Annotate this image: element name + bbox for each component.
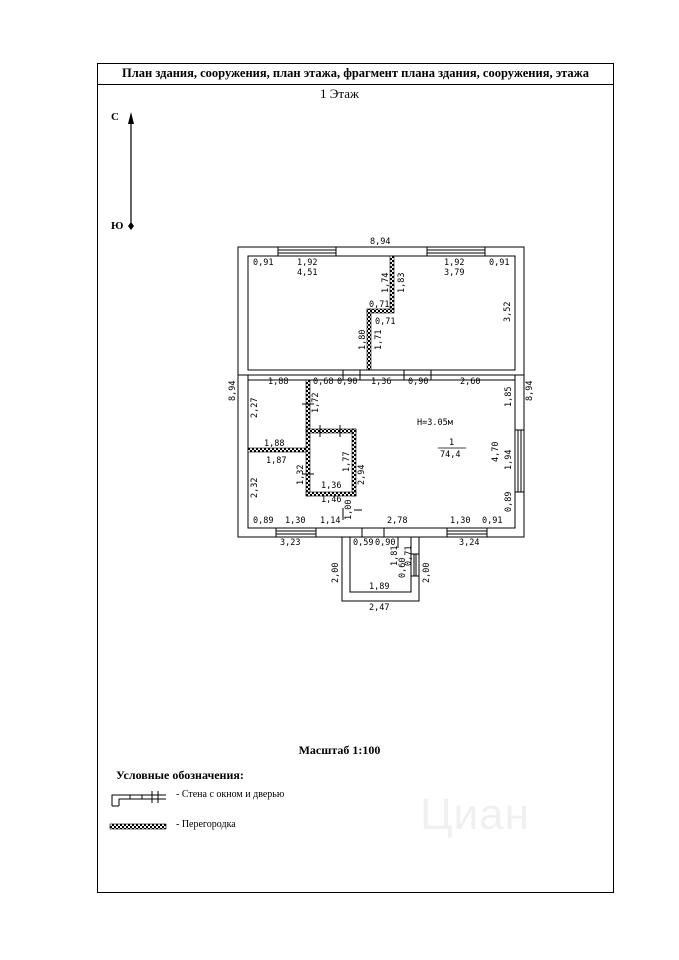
- legend-wall-symbol: [112, 791, 166, 806]
- dim-mid-090b: 0,90: [408, 377, 429, 387]
- dim-mid-172: 1,72: [311, 392, 321, 413]
- dim-porch-090: 0,90: [375, 538, 396, 548]
- dim-r1-window: 1,92: [297, 258, 318, 268]
- dim-bot-130b: 1,30: [450, 516, 471, 526]
- dim-right-total: 8,94: [525, 380, 535, 401]
- dim-mid-068: 0,68: [313, 377, 334, 387]
- dim-part-071b: 0,71: [375, 317, 396, 327]
- dim-r1-left-wall: 0,91: [253, 258, 274, 268]
- dim-bot-114: 1,14: [320, 516, 341, 526]
- compass-arrow-icon: [128, 112, 134, 230]
- dim-bot-278: 2,78: [387, 516, 408, 526]
- dim-bath-294: 2,94: [357, 464, 367, 485]
- dim-bath-136: 1,36: [321, 481, 342, 491]
- room-area: 74,4: [440, 450, 461, 460]
- top-windows: [278, 247, 485, 256]
- dim-porch-200a: 2,00: [331, 562, 341, 583]
- dim-bath-188: 1,88: [264, 439, 285, 449]
- dim-mid-260: 2,60: [460, 377, 481, 387]
- dim-r5-height: 2,32: [250, 477, 260, 498]
- dim-bath-187: 1,87: [266, 456, 287, 466]
- dim-right-089: 0,89: [504, 491, 514, 512]
- dim-bot-130a: 1,30: [285, 516, 306, 526]
- legend-partition-label: - Перегородка: [176, 819, 236, 830]
- dim-right-194: 1,94: [504, 449, 514, 470]
- ceiling-height: H=3.05м: [417, 418, 453, 428]
- floor-label: 1 Этаж: [320, 86, 359, 101]
- right-window: [515, 430, 524, 492]
- dim-bot-089: 0,89: [253, 516, 274, 526]
- dim-r2-width: 3,79: [444, 268, 465, 278]
- dim-porch-200b: 2,00: [422, 562, 432, 583]
- dim-porch-071: 0,71: [404, 545, 414, 566]
- room-number: 1: [449, 438, 455, 448]
- dim-r2-window: 1,92: [444, 258, 465, 268]
- dim-part-171: 1,71: [374, 329, 384, 350]
- dim-top-total: 8,94: [370, 237, 391, 247]
- dim-mid-090a: 0,90: [337, 377, 358, 387]
- dim-bath-146: 1,46: [321, 495, 342, 505]
- dim-bath-132: 1,32: [296, 464, 306, 485]
- dim-mid-188: 1,88: [268, 377, 289, 387]
- dim-part-183: 1,83: [397, 272, 407, 293]
- dim-bot-091: 0,91: [482, 516, 503, 526]
- dim-porch-060: 0,60: [398, 557, 408, 578]
- dim-part-174: 1,74: [381, 272, 391, 293]
- legend-partition-symbol: [110, 824, 166, 829]
- dim-r3-height: 2,27: [250, 397, 260, 418]
- dim-porch-181: 1,81: [390, 545, 400, 566]
- dim-part-180: 1,80: [358, 329, 368, 350]
- dim-r2-right-wall: 0,91: [489, 258, 510, 268]
- scale-label: Масштаб 1:100: [298, 743, 381, 757]
- dim-right-185: 1,85: [504, 386, 514, 407]
- dim-right-470: 4,70: [491, 441, 501, 462]
- dim-left-total: 8,94: [228, 380, 238, 401]
- dim-bath-177: 1,77: [342, 451, 352, 472]
- legend-wall-label: - Стена с окном и дверью: [176, 789, 285, 800]
- dim-part-071a: 0,71: [369, 300, 390, 310]
- legend-title: Условные обозначения:: [116, 768, 244, 782]
- dim-r2-height: 3,52: [503, 301, 513, 322]
- compass-north-label: С: [111, 111, 119, 123]
- entrance-door: [362, 528, 384, 537]
- dim-bath-100: 1,00: [344, 499, 354, 520]
- dim-porch-189: 1,89: [369, 582, 390, 592]
- dim-porch-059: 0,59: [353, 538, 374, 548]
- dim-r1-width: 4,51: [297, 268, 318, 278]
- dim-win-324: 3,24: [459, 538, 480, 548]
- dim-mid-136: 1,36: [371, 377, 392, 387]
- watermark: Циан: [420, 790, 530, 839]
- dim-porch-247: 2,47: [369, 603, 390, 613]
- compass-south-label: Ю: [111, 220, 124, 232]
- plan-title: План здания, сооружения, план этажа, фрагмент плана здания, сооружения, этажа: [122, 66, 589, 80]
- dim-win-323: 3,23: [280, 538, 301, 548]
- bottom-windows: [276, 528, 487, 537]
